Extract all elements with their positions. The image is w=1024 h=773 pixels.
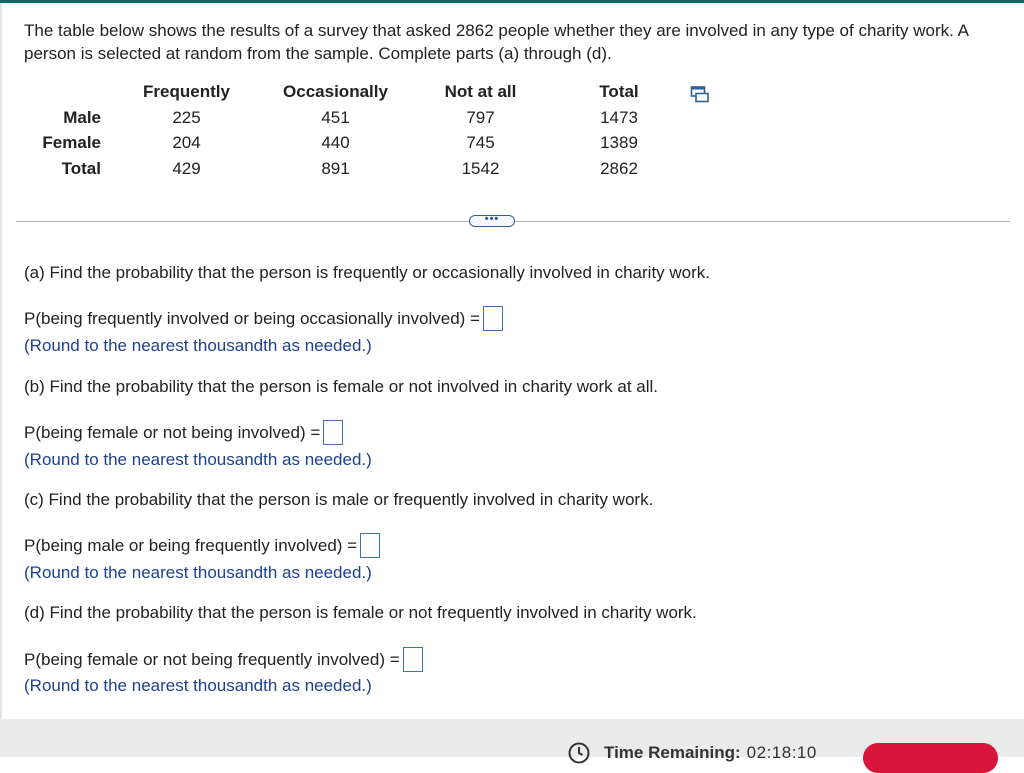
question-a: (a) Find the probability that the person is frequently or occasionally involved in charity work. [24, 263, 711, 282]
submit-button[interactable] [863, 743, 998, 773]
header-frequently: Frequently [143, 82, 230, 101]
prompt-b [24, 420, 343, 445]
table-cell: 429 [172, 158, 201, 178]
left-edge-line [0, 3, 2, 719]
table-cell: 745 [466, 133, 495, 152]
more-ellipsis-icon[interactable]: ••• [469, 215, 515, 227]
table-cell: 440 [321, 133, 350, 152]
hint-a: (Round to the nearest thousandth as needed.) [24, 336, 372, 355]
table-cell: 891 [321, 158, 350, 178]
hint-b: (Round to the nearest thousandth as needed.) [24, 450, 372, 469]
timer-value: 02:18:10 [746, 743, 817, 762]
prompt-b-label: P(being female or not being involved) = [24, 422, 321, 442]
top-accent-bar [0, 0, 1024, 3]
table-row [40, 105, 690, 131]
copy-table-icon[interactable] [690, 85, 710, 103]
question-b: (b) Find the probability that the person is female or not involved in charity work at all. [24, 377, 659, 396]
table-cell: 2862 [600, 158, 638, 178]
hint-c: (Round to the nearest thousandth as needed.) [24, 563, 372, 582]
question-d: (d) Find the probability that the person is female or not frequently involved in charity work. [24, 603, 697, 622]
table-cell: 1542 [461, 158, 500, 178]
prompt-d-label: P(being female or not being frequently involved) = [24, 649, 400, 669]
prompt-a-label: P(being frequently involved or being occasionally involved) = [24, 308, 480, 328]
header-total: Total [599, 82, 639, 101]
table-cell: 797 [466, 107, 495, 127]
row-label-total: Total [61, 158, 101, 178]
table-row [40, 156, 690, 182]
question-c: (c) Find the probability that the person is male or frequently involved in charity work. [24, 490, 654, 509]
header-corner [40, 79, 115, 105]
hint-d: (Round to the nearest thousandth as needed.) [24, 676, 372, 695]
header-not-at-all: Not at all [444, 82, 517, 101]
survey-table [40, 79, 690, 181]
table-cell: 204 [172, 133, 201, 152]
prompt-c [24, 533, 380, 558]
header-occasionally: Occasionally [283, 82, 388, 101]
table-cell: 225 [172, 107, 201, 127]
prompt-c-label: P(being male or being frequently involved) = [24, 535, 358, 555]
timer-label: Time Remaining: [604, 743, 741, 762]
problem-intro: The table below shows the results of a survey that asked 2862 people whether they are involved in any type of charity work. A person is selected at random from the sample. Complete parts (a) through (d). [24, 21, 969, 63]
prompt-a [24, 306, 503, 331]
answer-input-b[interactable] [323, 420, 343, 445]
table-cell: 1389 [600, 133, 638, 152]
table-cell: 1473 [600, 107, 638, 127]
answer-input-d[interactable] [403, 647, 423, 672]
timer [568, 742, 817, 764]
table-row [40, 130, 690, 156]
answer-input-a[interactable] [483, 306, 503, 331]
table-cell: 451 [321, 107, 350, 127]
answer-input-c[interactable] [360, 533, 380, 558]
prompt-d [24, 647, 423, 672]
table-header-row [40, 79, 690, 105]
row-label-female: Female [42, 133, 101, 152]
clock-icon [568, 742, 590, 764]
row-label-male: Male [63, 107, 101, 127]
